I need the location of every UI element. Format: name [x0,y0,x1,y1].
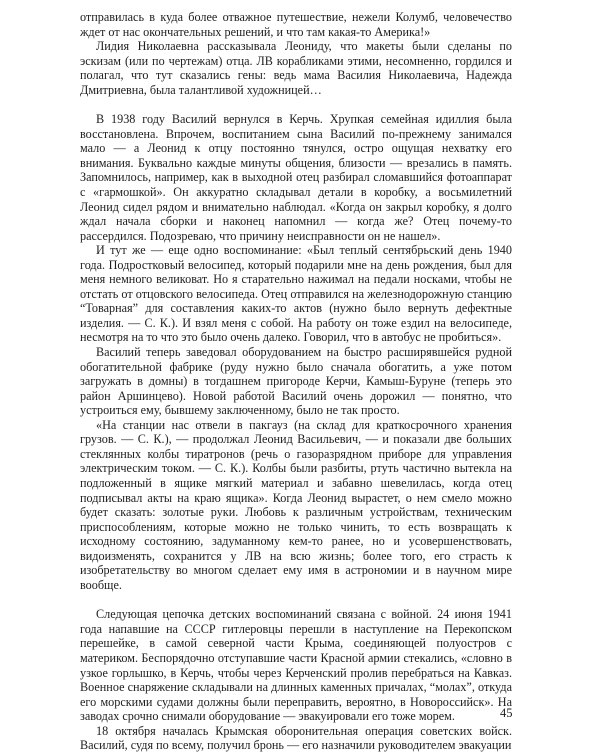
page-number: 45 [500,706,513,720]
book-page [80,0,512,753]
paragraph-3: В 1938 году Василий вернулся в Керчь. Хрупкая семейная идиллия была восстановлена. Впрочем, воспитанием сына Василий по-прежнему занимался мало — а Леонид к отцу постоянно тянулся, остро ощущая нехватку его внимания. Буквально каждые минуты общения, близости — врезались в память. Запомнилось, например, как в выходной отец разбирал сломавшийся фотоаппарат с «гармошкой». Он аккуратно складывал детали в коробку, а восьмилетний Леонид сидел рядом и внимательно наблюдал. «Когда он закрыл коробку, я долго ждал начала сборки и наконец напомнил — когда же? Отец почему-то рассердился. Подозреваю, что причину неисправности он не нашел». [80,112,512,243]
paragraph-4: И тут же — еще одно воспоминание: «Был теплый сентябрьский день 1940 года. Подростковый велосипед, который подарили мне на день рождения, был для меня немного великоват. Но я старательно нажимал на педали носками, чтобы не отстать от отцовского велосипеда. Отец отправился на железнодорожную станцию “Товарная” для составления каких-то актов (нужно было вернуть дефектные изделия. — С. К.). И взял меня с собой. На работу он тоже ездил на велосипеде, несмотря на то что это было очень далеко. Говорил, что в автобус не пробиться». [80,243,512,345]
paragraph-8: 18 октября началась Крымская оборонительная операция советских войск. Василий, судя по всему, получил бронь — его назначили руководителем эвакуации [80,723,512,753]
paragraph-2: Лидия Николаевна рассказывала Леониду, что макеты были сделаны по эскизам (или по чертежам) отца. ЛВ корабликами этими, несомненно, гордился и полагал, что тут сказались гены: ведь мама Василия Николаевича, Надежда Дмитриевна, была талантливой художницей… [80,39,512,97]
paragraph-6: «На станции нас отвели в пакгауз (на склад для краткосрочного хранения грузов. — С. К.), — продолжал Леонид Васильевич, — и показали две больших стеклянных колбы тиратронов (речь о газоразрядном приборе для управления электрическим током. — С. К.). Колбы были разбиты, ртуть частично вытекла на подложенный в ящике мягкий материал и забавно шевелилась, когда отец подписывал акты на краю ящика». Когда Леонид вырастет, о нем смело можно будет сказать: золотые руки. Любовь к различным устройствам, техническим приспособлениям, которые можно не только чинить, то есть возвращать к исходному состоянию, задуманному кем-то ранее, но и усовершенствовать, видоизменять, сохранится у ЛВ на всю жизнь; более того, его страсть к изобретательству во многом сделает ему имя в астрономии и в научном мире вообще. [80,417,512,592]
paragraph-5: Василий теперь заведовал оборудованием на быстро расширявшейся рудной обогатительной фабрике (руду нужно было сначала обогатить, а уже потом загружать в домны) в тогдашнем пригороде Керчи, Камыш-Буруне (теперь это район Аршинцево). Новой работой Василий очень дорожил — понятно, что устроиться ему, бывшему заключенному, было не так просто. [80,345,512,418]
paragraph-7: Следующая цепочка детских воспоминаний связана с войной. 24 июня 1941 года напавшие на СССР гитлеровцы перешли в наступление на Перекопском перешейке, в самой северной части Крыма, соединяющей полуостров с материком. Беспорядочно отступавшие части Красной армии стекались, «словно в узкое горлышко, в Керчь, чтобы через Керченский пролив перебраться на Кавказ. Военное снаряжение складывали на длинных каменных причалах, “молах”, откуда его морскими судами должны были переправить, вероятно, в Новороссийск». На заводах срочно снимали оборудование — эвакуировали его тоже морем. [80,607,512,724]
paragraph-1: отправилась в куда более отважное путешествие, нежели Колумб, человечество ждет от нас окончательных решений, и что там какая-то Америка!» [80,10,512,39]
